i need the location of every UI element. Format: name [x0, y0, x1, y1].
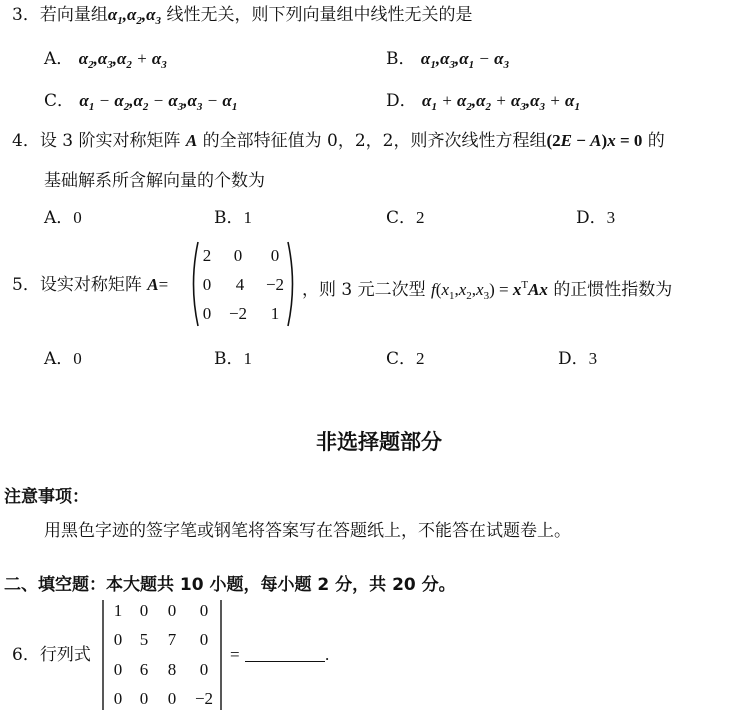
stem-text-post: 的 [647, 131, 665, 151]
determinant-cell: 8 [167, 660, 177, 679]
determinant-cell: −2 [194, 689, 214, 708]
notice-body: 用黑色字迹的签字笔或钢笔将答案写在答题纸上，不能答在试题卷上。 [44, 521, 571, 541]
notice-heading: 注意事项： [4, 487, 89, 507]
option-label: C． [386, 208, 417, 228]
determinant-cell: 0 [199, 601, 209, 620]
q5-option-b[interactable] [214, 348, 252, 370]
determinant-cell: 1 [113, 601, 123, 620]
question-number: 5． [12, 275, 40, 295]
q5-option-a[interactable] [44, 348, 82, 370]
question-5-stem-pre [12, 274, 168, 296]
option-label: D． [576, 208, 607, 228]
determinant-cell: 0 [199, 660, 209, 679]
quadratic-form: $f(x_1,x_2,x_3) = x^TAx$ [431, 279, 548, 302]
stem-text: 行列式 [39, 645, 91, 665]
q4-option-a[interactable] [44, 207, 82, 229]
determinant-cell: 0 [113, 660, 123, 679]
determinant-cell: 0 [167, 601, 177, 620]
question-number: 3． [12, 5, 40, 25]
q5-option-d[interactable] [558, 348, 597, 370]
determinant-cell: 0 [139, 689, 149, 708]
option-formula: $\alpha_1 - \alpha_2,\alpha_2 - \alpha_3,\alpha_3 - \alpha_1$ [79, 91, 238, 113]
option-label: C． [386, 349, 417, 369]
option-label: A． [44, 49, 74, 69]
equation: (2E − A)x = 0 [546, 131, 643, 150]
stem-text-post: 的正惯性指数为 [553, 280, 673, 300]
matrix-cell: 0 [233, 246, 243, 265]
option-value: 0 [73, 349, 82, 368]
part2-heading: 二、填空题：本大题共 10 小题，每小题 2 分，共 20 分。 [4, 575, 456, 595]
matrix-cell: 0 [202, 275, 212, 294]
option-value: 3 [588, 349, 598, 368]
equals-sign: = [230, 645, 240, 664]
option-value: 2 [416, 349, 425, 368]
option-value: 1 [243, 349, 252, 368]
stem-text-mid: 的全部特征值为 0，2，2，则齐次线性方程组 [202, 131, 547, 151]
stem-text-pre: 若向量组 [39, 5, 108, 25]
matrix-cell: −2 [228, 304, 248, 323]
option-label: B． [214, 208, 244, 228]
determinant-cell: 0 [113, 689, 123, 708]
determinant-cell: 7 [167, 630, 177, 649]
option-formula: $\alpha_1 + \alpha_2,\alpha_2 + \alpha_3,\alpha_3 + \alpha_1$ [422, 91, 580, 113]
question-3-stem [12, 4, 472, 32]
option-label: A． [44, 208, 74, 228]
option-value: 3 [606, 208, 616, 227]
option-value: 1 [243, 208, 252, 227]
matrix-cell: −2 [265, 275, 285, 294]
matrix-cell: 0 [270, 246, 280, 265]
question-number: 4． [12, 131, 40, 151]
stem-text-mid: ，则 3 元二次型 [302, 280, 426, 300]
q4-option-b[interactable] [214, 207, 252, 229]
q4-option-c[interactable] [386, 207, 425, 229]
option-label: C． [44, 91, 75, 111]
question-6-answer [230, 644, 329, 666]
determinant-cell: 0 [199, 630, 209, 649]
option-value: 0 [73, 208, 82, 227]
section-title: 非选择题部分 [316, 430, 442, 454]
stem-text-pre: 设实对称矩阵 [39, 275, 142, 295]
matrix-cell: 4 [235, 275, 245, 294]
option-label: D． [558, 349, 589, 369]
question-4-stem [12, 130, 665, 152]
answer-blank[interactable] [245, 647, 325, 662]
option-value: 2 [416, 208, 425, 227]
q3-option-d[interactable] [386, 90, 580, 118]
q5-option-c[interactable] [386, 348, 425, 370]
stem-text-post: 线性无关，则下列向量组中线性无关的是 [166, 5, 473, 25]
matrix-cell: 1 [270, 304, 280, 323]
determinant-cell: 5 [139, 630, 149, 649]
determinant-cell: 0 [113, 630, 123, 649]
question-number: 6． [12, 645, 40, 665]
option-label: B． [386, 49, 416, 69]
matrix-symbol: A [147, 275, 159, 294]
question-6-stem [12, 644, 91, 666]
question-4-stem-line2: 基础解系所含解向量的个数为 [44, 171, 265, 191]
q3-option-b[interactable] [386, 48, 509, 76]
option-formula: $\alpha_1,\alpha_3,\alpha_1 - \alpha_3$ [420, 49, 510, 71]
option-label: B． [214, 349, 244, 369]
question-5-stem-post [302, 274, 672, 307]
option-label: D． [386, 91, 417, 111]
option-formula: $\alpha_2,\alpha_3,\alpha_2 + \alpha_3$ [78, 49, 167, 71]
equals-sign: = [158, 275, 169, 294]
q3-option-a[interactable] [44, 48, 167, 76]
stem-text-pre: 设 3 阶实对称矩阵 [39, 131, 181, 151]
determinant-cell: 0 [167, 689, 177, 708]
matrix-cell: 0 [202, 304, 212, 323]
option-label: A． [44, 349, 74, 369]
matrix-cell: 2 [202, 246, 212, 265]
matrix-symbol: A [185, 131, 198, 150]
q3-option-c[interactable] [44, 90, 237, 118]
determinant-cell: 6 [139, 660, 149, 679]
end-period: . [325, 645, 330, 664]
vector-group: $\alpha_1,\alpha_2,\alpha_3$ [107, 5, 162, 27]
q4-option-d[interactable] [576, 207, 615, 229]
determinant-cell: 0 [139, 601, 149, 620]
